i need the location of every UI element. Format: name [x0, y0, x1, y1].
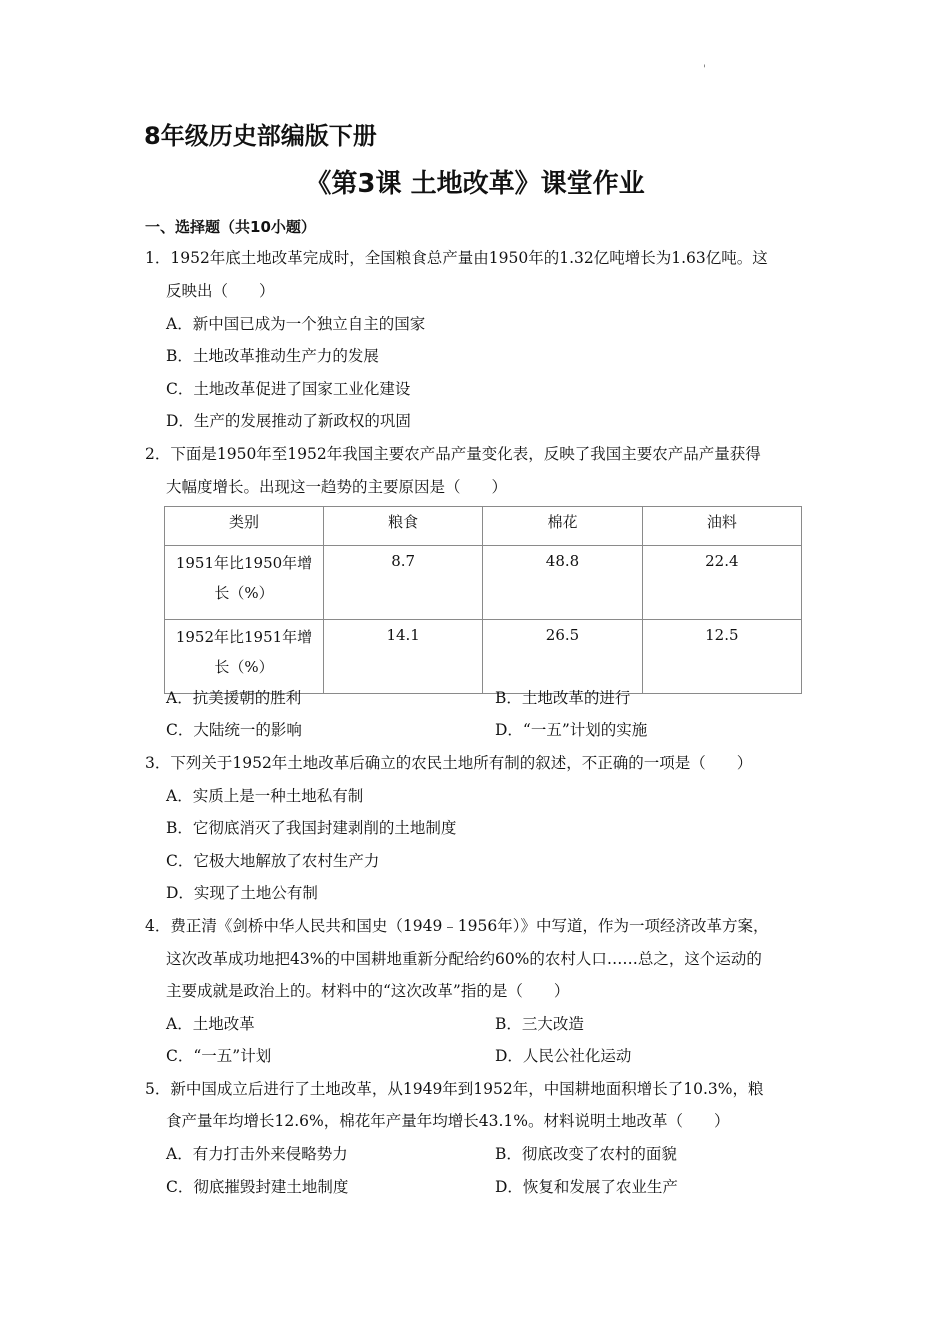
- table-row-label: [165, 546, 324, 620]
- table-cell: 48.8: [483, 546, 642, 620]
- table-cell: 26.5: [483, 620, 642, 694]
- question-1-stem-line-2: 反映出（ ）: [166, 282, 275, 300]
- table-header-row: [165, 507, 802, 546]
- table-cell: 8.7: [324, 546, 483, 620]
- question-5-stem-line-1: 5．新中国成立后进行了土地改革，从1949年到1952年，中国耕地面积增长了10.3%，粮: [145, 1080, 764, 1098]
- question-1-option-b[interactable]: B．土地改革推动生产力的发展: [166, 347, 379, 365]
- question-5-stem-line-2: 食产量年均增长12.6%，棉花年产量年均增长43.1%。材料说明土地改革（ ）: [166, 1112, 730, 1130]
- table-row: [165, 620, 802, 694]
- table-header-cotton: 棉花: [483, 507, 642, 546]
- question-1-option-c[interactable]: C．土地改革促进了国家工业化建设: [166, 380, 411, 398]
- question-1-option-d[interactable]: D．生产的发展推动了新政权的巩固: [166, 412, 411, 430]
- production-table: [164, 506, 802, 694]
- table-header-grain: 粮食: [324, 507, 483, 546]
- table-row-label-line-2: 长（%）: [214, 584, 274, 602]
- question-2-option-a[interactable]: A．抗美援朝的胜利: [166, 689, 302, 707]
- question-2-option-d[interactable]: D．“一五”计划的实施: [495, 721, 648, 739]
- table-header-oil: 油料: [642, 507, 801, 546]
- question-2-option-b[interactable]: B．土地改革的进行: [495, 689, 631, 707]
- question-3-option-b[interactable]: B．它彻底消灭了我国封建剥削的土地制度: [166, 819, 457, 837]
- question-3-option-c[interactable]: C．它极大地解放了农村生产力: [166, 852, 380, 870]
- table-row: [165, 546, 802, 620]
- question-2-option-c[interactable]: C．大陆统一的影响: [166, 721, 302, 739]
- question-5-option-d[interactable]: D．恢复和发展了农业生产: [495, 1178, 678, 1196]
- question-4-option-b[interactable]: B．三大改造: [495, 1015, 584, 1033]
- question-3-stem-line-1: 3．下列关于1952年土地改革后确立的农民土地所有制的叙述，不正确的一项是（ ）: [145, 754, 753, 772]
- question-5-option-a[interactable]: A．有力打击外来侵略势力: [166, 1145, 348, 1163]
- table-row-label-line-1: 1951年比1950年增: [175, 554, 313, 572]
- table-cell: 12.5: [642, 620, 801, 694]
- question-2-stem-line-1: 2．下面是1950年至1952年我国主要农产品产量变化表，反映了我国主要农产品产量获得: [145, 445, 761, 463]
- table-row-label-line-1: 1952年比1951年增: [175, 628, 313, 646]
- page-mark: ': [703, 64, 706, 75]
- question-4-stem-line-3: 主要成就是政治上的。材料中的“这次改革”指的是（ ）: [166, 982, 570, 1000]
- question-3-option-a[interactable]: A．实质上是一种土地私有制: [166, 787, 364, 805]
- table-cell: 22.4: [642, 546, 801, 620]
- question-1-stem-line-1: 1．1952年底土地改革完成时，全国粮食总产量由1950年的1.32亿吨增长为1.63亿吨。这: [145, 249, 768, 267]
- table-row-label: [165, 620, 324, 694]
- question-1-option-a[interactable]: A．新中国已成为一个独立自主的国家: [166, 315, 426, 333]
- question-4-stem-line-2: 这次改革成功地把43%的中国耕地重新分配给约60%的农村人口……总之，这个运动的: [166, 950, 762, 968]
- question-2-stem-line-2: 大幅度增长。出现这一趋势的主要原因是（ ）: [166, 478, 508, 496]
- document-title: 8年级历史部编版下册: [144, 122, 377, 150]
- question-5-option-c[interactable]: C．彻底摧毁封建土地制度: [166, 1178, 349, 1196]
- question-5-option-b[interactable]: B．彻底改变了农村的面貌: [495, 1145, 677, 1163]
- table-row-label-line-2: 长（%）: [214, 658, 274, 676]
- section-title: 一、选择题（共10小题）: [145, 218, 316, 236]
- question-4-stem-line-1: 4．费正清《剑桥中华人民共和国史（1949﹣1956年）》中写道，作为一项经济改革方案，: [145, 917, 769, 935]
- question-4-option-a[interactable]: A．土地改革: [166, 1015, 255, 1033]
- lesson-title: 《第3课 土地改革》课堂作业: [305, 169, 645, 199]
- question-3-option-d[interactable]: D．实现了土地公有制: [166, 884, 318, 902]
- table-header-category: 类别: [165, 507, 324, 546]
- question-4-option-c[interactable]: C．“一五”计划: [166, 1047, 272, 1065]
- table-cell: 14.1: [324, 620, 483, 694]
- question-4-option-d[interactable]: D．人民公社化运动: [495, 1047, 632, 1065]
